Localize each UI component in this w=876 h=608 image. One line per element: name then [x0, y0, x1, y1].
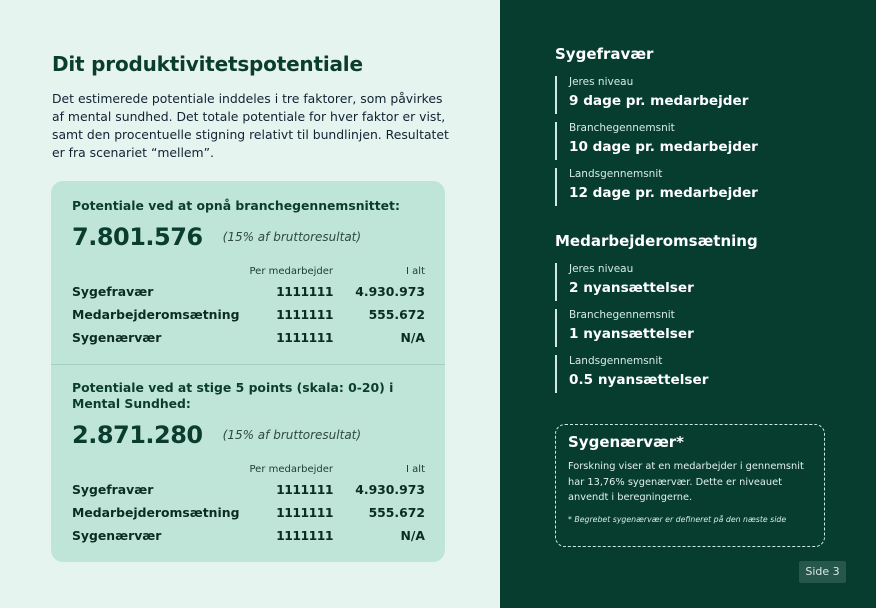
row-total: 4.930.973	[355, 284, 425, 299]
table-row	[72, 280, 425, 303]
row-per-employee: 1111111	[276, 330, 333, 345]
row-total: 555.672	[368, 505, 425, 520]
intro-text: Det estimerede potentiale inddeles i tre faktorer, som påvirkes af mental sundhed. Det totale potentiale for hver faktor er vist, samt den procentuelle stigning relativt til bundlinjen. Resultatet er fra scenariet “mellem”.	[52, 91, 449, 160]
presenteeism-title: Sygenærvær*	[568, 433, 685, 451]
section-title: Potentiale ved at stige 5 points (skala: 0-20) i Mental Sundhed:	[72, 380, 394, 411]
metric-label: Landsgennemsnit	[569, 355, 663, 367]
metric-value: 0.5 nyansættelser	[569, 372, 709, 388]
row-per-employee: 1111111	[276, 307, 333, 322]
col-total: I alt	[406, 464, 425, 475]
row-label: Sygenærvær	[72, 330, 162, 345]
row-total: 4.930.973	[355, 482, 425, 497]
metric-industry-average	[555, 309, 694, 347]
sickness-heading: Sygefravær	[555, 45, 654, 63]
metric-own-level	[555, 263, 694, 301]
metric-label: Jeres niveau	[569, 76, 634, 88]
percent-note: (15% af bruttoresultat)	[222, 428, 362, 442]
row-per-employee: 1111111	[276, 284, 333, 299]
section-title: Potentiale ved at opnå branchegennemsnittet:	[72, 198, 400, 213]
metric-value: 9 dage pr. medarbejder	[569, 93, 749, 109]
section-divider	[51, 364, 445, 365]
table-row	[72, 501, 425, 524]
row-total: N/A	[400, 330, 425, 345]
page-title: Dit produktivitetspotentiale	[52, 52, 363, 76]
total-potential: 2.871.280	[72, 421, 203, 449]
metric-value: 2 nyansættelser	[569, 280, 694, 296]
potential-card	[51, 181, 445, 562]
row-per-employee: 1111111	[276, 482, 333, 497]
presenteeism-footnote: * Begrebet sygenærvær er defineret på den næste side	[568, 514, 787, 524]
table-row	[72, 478, 425, 501]
col-total: I alt	[406, 266, 425, 277]
turnover-heading: Medarbejderomsætning	[555, 232, 758, 250]
metric-label: Branchegennemsnit	[569, 309, 675, 321]
page-number-badge: Side 3	[799, 561, 846, 583]
table-row	[72, 524, 425, 547]
row-per-employee: 1111111	[276, 528, 333, 543]
metric-label: Branchegennemsnit	[569, 122, 675, 134]
row-total: 555.672	[368, 307, 425, 322]
metric-label: Landsgennemsnit	[569, 168, 663, 180]
row-label: Medarbejderomsætning	[72, 307, 240, 322]
metric-own-level	[555, 76, 748, 114]
row-label: Sygenærvær	[72, 528, 162, 543]
table-header	[72, 464, 425, 478]
row-per-employee: 1111111	[276, 505, 333, 520]
table-header	[72, 266, 425, 280]
industry-average-section	[72, 198, 425, 349]
presenteeism-text: Forskning viser at en medarbejder i gennemsnit har 13,76% sygenærvær. Dette er niveauet anvendt i beregningerne.	[568, 461, 804, 503]
row-label: Sygefravær	[72, 482, 154, 497]
table-row	[72, 303, 425, 326]
metric-label: Jeres niveau	[569, 263, 634, 275]
metric-industry-average	[555, 122, 758, 160]
mental-health-section	[72, 380, 425, 547]
metric-value: 1 nyansættelser	[569, 326, 694, 342]
row-total: N/A	[400, 528, 425, 543]
col-per-employee: Per medarbejder	[249, 464, 333, 475]
row-label: Sygefravær	[72, 284, 154, 299]
metric-national-average	[555, 355, 708, 393]
col-per-employee: Per medarbejder	[249, 266, 333, 277]
row-label: Medarbejderomsætning	[72, 505, 240, 520]
percent-note: (15% af bruttoresultat)	[222, 230, 362, 244]
metric-national-average	[555, 168, 758, 206]
total-potential: 7.801.576	[72, 223, 203, 251]
metric-value: 10 dage pr. medarbejder	[569, 139, 758, 155]
presenteeism-box	[555, 424, 825, 547]
metric-value: 12 dage pr. medarbejder	[569, 185, 758, 201]
table-row	[72, 326, 425, 349]
